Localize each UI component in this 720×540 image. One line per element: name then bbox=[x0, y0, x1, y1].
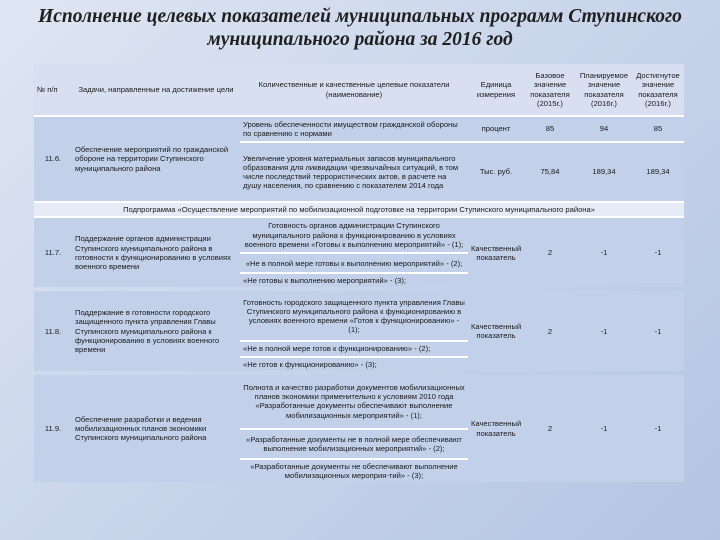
row-11-8-unit: Качественный показатель bbox=[468, 291, 524, 370]
row-11-8-base: 2 bbox=[524, 291, 576, 370]
row-11-6-achieved-1: 85 bbox=[632, 116, 684, 142]
row-11-7-base: 2 bbox=[524, 217, 576, 287]
row-11-6-unit-2: Тыс. руб. bbox=[468, 142, 524, 202]
table-row bbox=[34, 291, 684, 341]
row-11-6-base-2: 75,84 bbox=[524, 142, 576, 202]
row-11-8-plan: -1 bbox=[576, 291, 632, 370]
row-11-7-indicator-b: «Не в полной мере готовы к выполнению мероприятий» - (2); bbox=[240, 253, 468, 273]
table-row bbox=[34, 375, 684, 429]
subprogram-row bbox=[34, 202, 684, 217]
row-11-9-base: 2 bbox=[524, 375, 576, 482]
header-indicators: Количественные и качественные целевые показатели (наименование) bbox=[240, 64, 468, 116]
header-num: № п/п bbox=[34, 64, 72, 116]
header-base: Базовое значение показателя (2015г.) bbox=[524, 64, 576, 116]
row-11-9-indicator-b: «Разработанные документы не в полной мере обеспечивают выполнение мобилизационных мероприятий» - (2); bbox=[240, 429, 468, 459]
row-11-6-task: Обеспечение мероприятий по гражданской обороне на территории Ступинского муниципального района bbox=[72, 116, 240, 202]
subprogram-title: Подпрограмма «Осуществление мероприятий по мобилизационной подготовке на территории Ступинского муниципального района» bbox=[34, 202, 684, 217]
row-11-8-indicator-c: «Не готов к функционированию» - (3); bbox=[240, 357, 468, 371]
row-11-8-achieved: -1 bbox=[632, 291, 684, 370]
row-11-9-indicator-a: Полнота и качество разработки документов мобилизационных планов экономики применительно к условиям 2010 года «Разработанные документы обеспечивают выполнение мобилизационных мероприятий» - (1); bbox=[240, 375, 468, 429]
row-11-9-plan: -1 bbox=[576, 375, 632, 482]
header-unit: Единица измерения bbox=[468, 64, 524, 116]
row-11-6-indicator-2: Увеличение уровня материальных запасов муниципального образования для ликвидации чрезвычайных ситуаций, в том числе последствий террористических актов, в расчете на душу населения, по сравнению с показателем 2014 года bbox=[240, 142, 468, 202]
row-11-7-task: Поддержание органов администрации Ступинского муниципального района в готовности к функционированию в условиях военного времени bbox=[72, 217, 240, 287]
table-header-row bbox=[34, 64, 684, 116]
row-11-6-plan-2: 189,34 bbox=[576, 142, 632, 202]
title-line-2: муниципального района за 2016 год bbox=[207, 29, 513, 50]
row-11-6-unit-1: процент bbox=[468, 116, 524, 142]
row-11-6-indicator-1: Уровень обеспеченности имуществом гражданской обороны по сравнению с нормами bbox=[240, 116, 468, 142]
row-11-9-indicator-c: «Разработанные документы не обеспечивают выполнение мобилизационных мероприя-тий» - (3); bbox=[240, 459, 468, 482]
table-row bbox=[34, 116, 684, 142]
row-11-7-num: 11.7. bbox=[34, 217, 72, 287]
row-11-9-achieved: -1 bbox=[632, 375, 684, 482]
row-11-7-unit: Качественный показатель bbox=[468, 217, 524, 287]
row-11-6-plan-1: 94 bbox=[576, 116, 632, 142]
row-11-9-task: Обеспечение разработки и ведения мобилизационных планов экономики Ступинского муниципального района bbox=[72, 375, 240, 482]
header-plan: Планируемое значение показателя (2016г.) bbox=[576, 64, 632, 116]
row-11-9-unit: Качественный показатель bbox=[468, 375, 524, 482]
row-11-8-indicator-b: «Не в полной мере готов к функционированию» - (2); bbox=[240, 341, 468, 356]
row-11-7-indicator-c: «Не готовы к выполнению мероприятий» - (3); bbox=[240, 273, 468, 287]
header-achieved: Достигнутое значение показателя (2016г.) bbox=[632, 64, 684, 116]
row-11-8-num: 11.8. bbox=[34, 291, 72, 370]
row-11-6-num: 11.6. bbox=[34, 116, 72, 202]
row-11-7-plan: -1 bbox=[576, 217, 632, 287]
row-11-6-base-1: 85 bbox=[524, 116, 576, 142]
row-11-8-task: Поддержание в готовности городского защищенного пункта управления Главы Ступинского муниципального района к функционированию в условиях военного времени bbox=[72, 291, 240, 370]
title-line-1: Исполнение целевых показателей муниципальных программ Ступинского bbox=[38, 6, 682, 27]
row-11-7-achieved: -1 bbox=[632, 217, 684, 287]
row-11-9-num: 11.9. bbox=[34, 375, 72, 482]
table-row bbox=[34, 217, 684, 253]
row-11-7-indicator-a: Готовность органов администрации Ступинского муниципального района к функционированию в условиях военного времени «Готовы к выполнению мероприятий» - (1); bbox=[240, 217, 468, 253]
indicators-table bbox=[34, 64, 684, 482]
header-tasks: Задачи, направленные на достижение цели bbox=[72, 64, 240, 116]
page-title bbox=[0, 5, 720, 51]
row-11-6-achieved-2: 189,34 bbox=[632, 142, 684, 202]
row-11-8-indicator-a: Готовность городского защищенного пункта управления Главы Ступинского муниципального района к функционированию в условиях военного времени «Готов к функционированию» - (1); bbox=[240, 291, 468, 341]
